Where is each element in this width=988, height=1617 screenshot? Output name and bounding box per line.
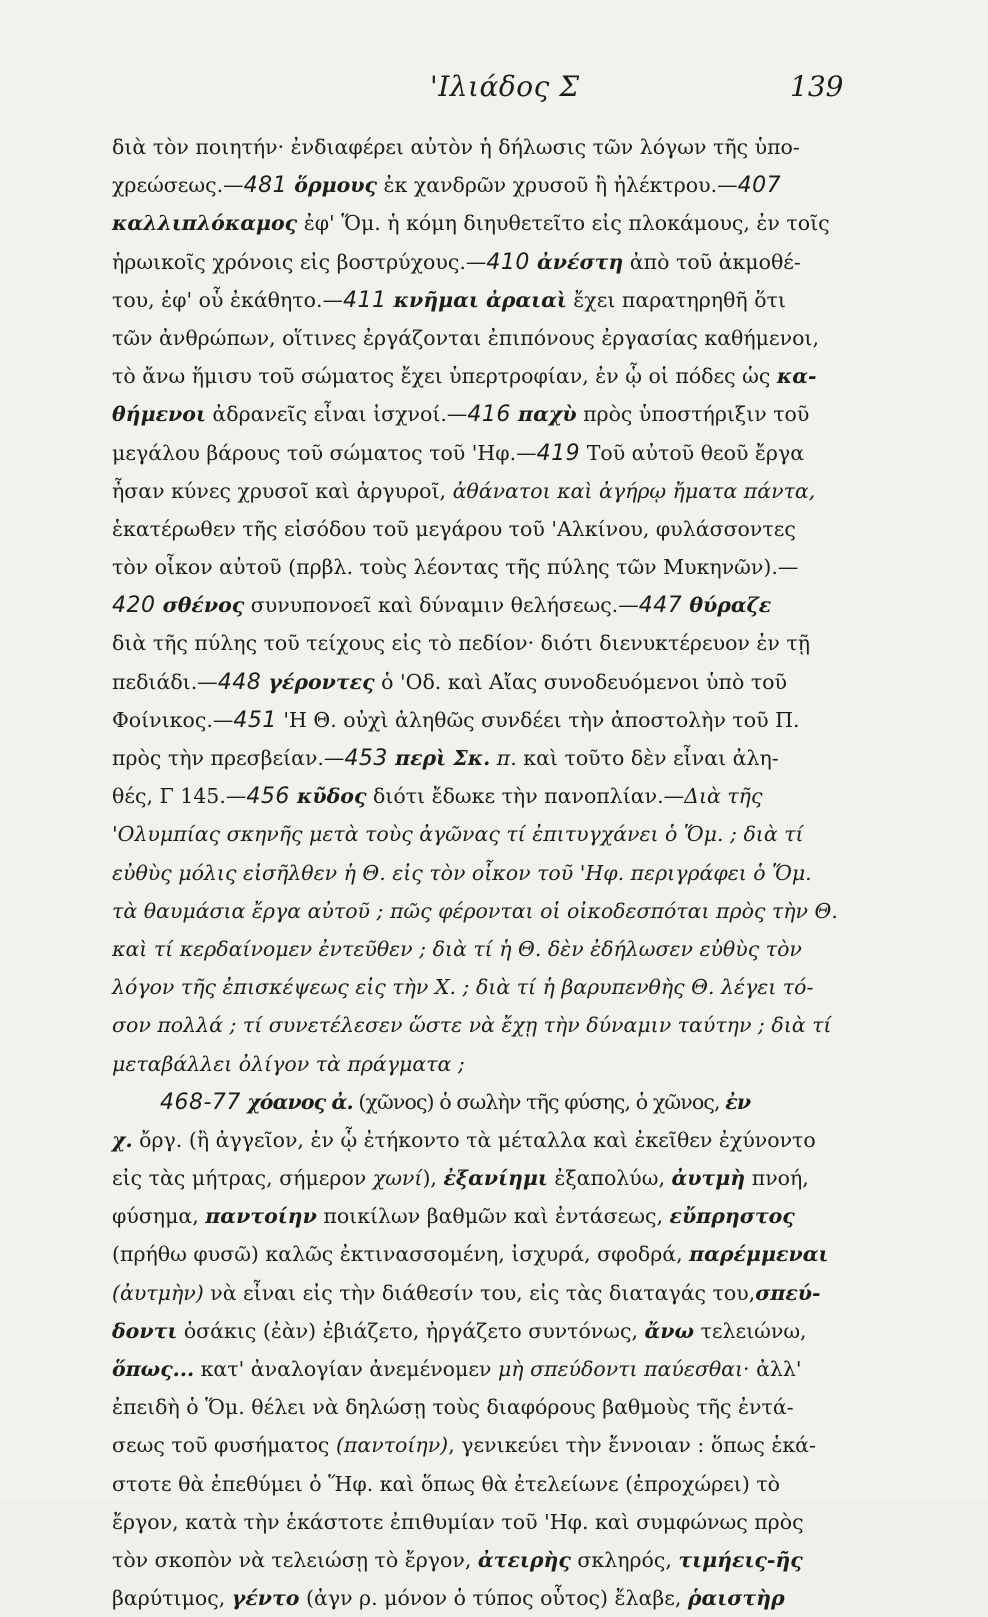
text-line (112, 624, 882, 662)
text-run: χρεώσεως.— (112, 173, 244, 198)
italic-run: λόγον τῆς ἐπισκέψεως εἰς τὴν Χ. ; διὰ τί ἡ βαρυπενθὴς Θ. λέγει τό- (112, 975, 814, 1000)
text-run: σεως τοῦ φυσήματος (112, 1433, 336, 1458)
lemma: ἐν (725, 1089, 751, 1114)
text-run: ), (422, 1166, 444, 1191)
text-line (112, 1503, 882, 1541)
text-run: κατ' ἀναλογίαν ἀνεμένομεν (194, 1357, 498, 1381)
text-line (112, 968, 882, 1006)
text-run: (πρήθω φυσῶ) καλῶς ἐκτινασσομένη, ἰσχυρά, σφοδρά, (112, 1242, 690, 1267)
lemma: τιμήεις-ῆς (678, 1547, 803, 1572)
text-line (112, 1121, 882, 1159)
text-run: ἡρωικοῖς χρόνοις εἰς βοστρύχους.— (112, 249, 487, 274)
text-line (112, 395, 882, 433)
text-line (112, 892, 882, 930)
text-run: του, ἐφ' οὗ ἐκάθητο.— (112, 287, 343, 312)
line-number: 456 (246, 784, 290, 810)
text-run: μεγάλου βάρους τοῦ σώματος τοῦ 'Ηφ.— (112, 440, 537, 465)
running-head: 'Ιλιάδος Σ (430, 70, 580, 103)
text-line (112, 510, 882, 548)
text-line (112, 739, 882, 777)
text-run: ἔχει παρατηρηθῆ ὅτι (566, 287, 786, 312)
commentary-text (112, 128, 882, 1617)
text-line (112, 1235, 882, 1273)
text-line (112, 1388, 882, 1426)
text-line (112, 777, 882, 815)
line-number: 451 (233, 707, 277, 733)
text-run: ἔργον, κατὰ τὴν ἑκάστοτε ἐπιθυμίαν τοῦ 'Ηφ. καὶ συμφώνως πρὸς (112, 1509, 804, 1534)
italic-run: μεταβάλλει ὀλίγον τὰ πράγματα ; (112, 1051, 465, 1076)
text-run: βαρύτιμος, (112, 1586, 232, 1611)
text-line (112, 204, 882, 242)
text-run: Φοίνικος.— (112, 707, 234, 732)
lemma: γέροντες (261, 669, 375, 694)
text-run: , γενικεύει τὴν ἔννοιαν : ὅπως ἑκά- (448, 1433, 816, 1458)
text-run: ἦσαν κύνες χρυσοῖ καὶ ἀργυροῖ, (112, 478, 453, 503)
text-run: πεδιάδι.— (112, 669, 218, 694)
text-line (112, 586, 882, 624)
text-run: διότι ἔδωκε τὴν πανοπλίαν.— (366, 784, 685, 809)
text-line (112, 434, 882, 472)
lemma: θήμενοι (112, 402, 206, 427)
text-run: συνυπονοεῖ καὶ δύναμιν θελήσεως.— (244, 593, 639, 618)
lemma: ἀυτμὴ (671, 1166, 746, 1191)
line-number: 410 (486, 249, 530, 275)
text-line (112, 815, 882, 853)
italic-run: π. (490, 746, 517, 770)
lemma: ἀνέστη (529, 249, 624, 274)
lemma: δοντι (112, 1318, 178, 1343)
italic-run: Διὰ τῆς (684, 784, 763, 809)
text-run: τὸν σκοπὸν νὰ τελειώσῃ τὸ ἔργον, (112, 1547, 478, 1572)
text-line (112, 663, 882, 701)
lemma: ῥαιστὴρ (687, 1586, 785, 1611)
line-number: 420 (112, 593, 156, 619)
text-run: ἀλλ' (749, 1357, 802, 1381)
italic-run: (ἀυτμὴν) (112, 1280, 204, 1305)
text-line (112, 472, 882, 510)
line-number: 411 (343, 287, 387, 313)
line-number: 448 (217, 669, 262, 695)
line-number: 468-77 (160, 1089, 241, 1115)
text-run: σκληρός, (570, 1547, 679, 1572)
line-number: 407 (737, 173, 782, 199)
lemma: χόανος ἀ. (240, 1089, 353, 1114)
text-run: ποικίλων βαθμῶν καὶ ἐντάσεως, (316, 1204, 670, 1229)
text-line (112, 1274, 882, 1312)
lemma: ὅπως... (112, 1357, 195, 1381)
page-header (0, 70, 988, 110)
italic-run: εὐθὺς μόλις εἰσῆλθεν ἡ Θ. εἰς τὸν οἶκον τοῦ 'Ηφ. περιγράφει ὁ Ὅμ. (112, 860, 812, 885)
lemma: θύραζε (682, 593, 772, 618)
text-line (112, 1350, 882, 1388)
text-run: ἐκ χανδρῶν χρυσοῦ ἢ ἠλέκτρου.— (376, 173, 738, 198)
lemma: κνῆμαι ἀραιαὶ (386, 287, 567, 312)
text-run: διὰ τὸν ποιητήν· ἐνδιαφέρει αὐτὸν ἡ δήλωσις τῶν λόγων τῆς ὑπο- (112, 135, 800, 159)
text-run: (ἀγν ρ. μόνον ὁ τύπος οὗτος) ἔλαβε, (299, 1586, 688, 1611)
text-run: τῶν ἀνθρώπων, οἵτινες ἐργάζονται ἐπιπόνους ἐργασίας καθήμενοι, (112, 325, 819, 350)
italic-run: (παντοίην) (335, 1433, 449, 1458)
text-line (112, 166, 882, 204)
italic-run: 'Ολυμπίας σκηνῆς μετὰ τοὺς ἀγῶνας τί ἐπιτυγχάνει ὁ Ὅμ. ; διὰ τί (112, 822, 804, 847)
text-run: ὄργ. (ἢ ἀγγεῖον, ἐν ᾧ ἐτήκοντο τὰ μέταλλα καὶ ἐκεῖθεν ἐχύνοντο (132, 1127, 816, 1152)
text-run: θές, Γ 145.— (112, 784, 247, 809)
text-run: ὁσάκις (ἐὰν) ἐβιάζετο, ἠργάζετο συντόνως, (177, 1318, 645, 1343)
lemma: σθένος (155, 593, 245, 618)
text-run: ἀπὸ τοῦ ἀκμοθέ- (623, 249, 801, 274)
text-run: πνοή, (745, 1166, 809, 1191)
text-run: ἑκατέρωθεν τῆς εἰσόδου τοῦ μεγάρου τοῦ 'Αλκίνου, φυλάσσοντες (112, 516, 796, 541)
line-number: 481 (243, 173, 288, 199)
lemma: καλλιπλόκαμος (112, 211, 298, 236)
line-number: 453 (344, 746, 388, 771)
text-line (112, 701, 882, 739)
text-run: ὁ 'Οδ. καὶ Αἴας συνοδευόμενοι ὑπὸ τοῦ (374, 669, 787, 694)
line-number: 416 (467, 402, 511, 428)
text-line (112, 1312, 882, 1350)
text-run: φύσημα, (112, 1204, 206, 1229)
text-line (112, 1197, 882, 1235)
text-run: καὶ τοῦτο δὲν εἶναι ἀλη- (516, 746, 779, 770)
line-number: 419 (536, 440, 581, 466)
lemma: κῦδος (289, 784, 367, 809)
text-run: πρὸς τὴν πρεσβείαν.— (112, 746, 345, 770)
text-line (112, 1426, 882, 1464)
lemma: σπεύ- (755, 1280, 821, 1305)
lemma: παντοίην (205, 1204, 317, 1229)
text-run: τὸν οἶκον αὐτοῦ (πρβλ. τοὺς λέοντας τῆς πύλης τῶν Μυκηνῶν).— (112, 555, 799, 580)
lemma: περὶ Σκ. (387, 746, 491, 770)
page-number: 139 (790, 70, 844, 103)
text-line (112, 1465, 882, 1503)
text-run: ἐπειδὴ ὁ Ὅμ. θέλει νὰ δηλώσῃ τοὺς διαφόρους βαθμοὺς τῆς ἐντά- (112, 1395, 794, 1420)
italic-run: σον πολλά ; τί συνετέλεσεν ὥστε νὰ ἔχῃ τὴν δύναμιν ταύτην ; διὰ τί (112, 1013, 832, 1038)
text-run: ἐξαπολύω, (547, 1166, 672, 1191)
text-line (112, 319, 882, 357)
text-line (112, 243, 882, 281)
text-line (112, 930, 882, 968)
italic-run: καὶ τί κερδαίνομεν ἐντεῦθεν ; διὰ τί ἡ Θ. δὲν ἐδήλωσεν εὐθὺς τὸν (112, 936, 802, 961)
text-run: νὰ εἶναι εἰς τὴν διάθεσίν του, εἰς τὰς διαταγάς του, (203, 1280, 756, 1305)
text-line (112, 357, 882, 395)
text-line (112, 548, 882, 586)
lemma: γέντο (231, 1586, 300, 1611)
lemma: χ. (112, 1127, 133, 1152)
text-run: Τοῦ αὐτοῦ θεοῦ ἔργα (580, 440, 805, 465)
italic-run: τὰ θαυμάσια ἔργα αὐτοῦ ; πῶς φέρονται οἱ οἰκοδεσπόται πρὸς τὴν Θ. (112, 898, 838, 923)
lemma: εὔπρηστος (669, 1204, 795, 1229)
lemma: κα- (776, 364, 817, 389)
text-line (112, 1045, 882, 1083)
text-run: 'Η Θ. οὐχὶ ἀληθῶς συνδέει τὴν ἀποστολὴν τοῦ Π. (276, 707, 800, 732)
text-run: στοτε θὰ ἐπεθύμει ὁ Ἥφ. καὶ ὅπως θὰ ἐτελείωνε (ἐπροχώρει) τὸ (112, 1471, 781, 1496)
text-line (112, 1083, 882, 1121)
lemma: ὅρμους (287, 173, 377, 198)
italic-run: μὴ σπεύδοντι παύεσθαι· (497, 1357, 750, 1381)
text-line (112, 1159, 882, 1197)
lemma: παρέμμεναι (689, 1242, 829, 1267)
text-line (112, 128, 882, 166)
text-run: πρὸς ὑποστήριξιν τοῦ (576, 402, 810, 427)
text-run: διὰ τῆς πύλης τοῦ τείχους εἰς τὸ πεδίον· διότι διενυκτέρευον ἐν τῇ (112, 631, 810, 656)
text-run: τελειώνω, (694, 1318, 807, 1343)
text-run: (χῶνος) ὁ σωλὴν τῆς φύσης, ὁ χῶνος, (352, 1089, 726, 1114)
text-line (112, 1006, 882, 1044)
line-number: 447 (638, 593, 683, 619)
lemma: παχὺ (510, 402, 577, 427)
text-line (112, 1579, 882, 1617)
text-run: ἀδρανεῖς εἶναι ἰσχνοί.— (205, 402, 468, 427)
lemma: ἐξανίημι (443, 1166, 548, 1191)
italic-run: χωνί (372, 1166, 423, 1191)
lemma: ἀτειρὴς (477, 1547, 571, 1572)
italic-run: ἀθάνατοι καὶ ἀγήρῳ ἤματα πάντα, (452, 478, 816, 503)
text-run: τὸ ἄνω ἥμισυ τοῦ σώματος ἔχει ὑπερτροφίαν, ἐν ᾧ οἱ πόδες ὡς (112, 364, 777, 389)
lemma: ἄνω (644, 1318, 695, 1343)
text-line (112, 281, 882, 319)
text-line (112, 1541, 882, 1579)
text-run: ἐφ' Ὅμ. ἡ κόμη διηυθετεῖτο εἰς πλοκάμους, ἐν τοῖς (297, 211, 830, 236)
text-line (112, 854, 882, 892)
text-run: εἰς τὰς μήτρας, σήμερον (112, 1166, 373, 1191)
